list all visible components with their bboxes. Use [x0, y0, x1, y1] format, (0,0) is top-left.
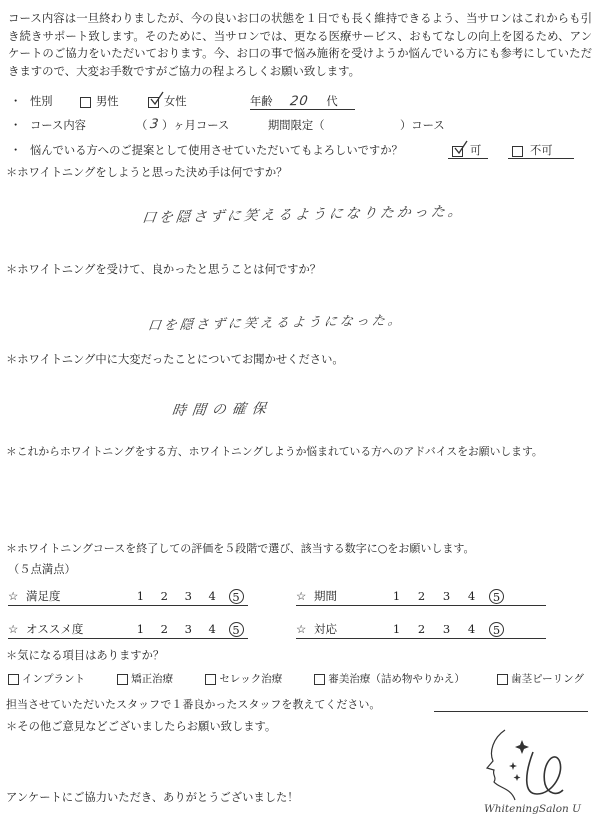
thanks-message: アンケートにご協力いただき、ありがとうございました！ — [6, 791, 299, 804]
rating-option[interactable]: 1 — [392, 588, 401, 603]
interest-options — [8, 672, 584, 686]
salon-logo-icon — [475, 728, 590, 804]
rating-option[interactable]: 5 — [489, 622, 504, 637]
salon-logo-text: WhiteningSalon U — [483, 803, 582, 815]
rating-option[interactable]: 5 — [229, 589, 244, 604]
rating-option[interactable]: 4 — [208, 621, 216, 636]
rating-service — [296, 620, 546, 639]
consent-no-label: 不可 — [530, 144, 553, 157]
consent-row — [0, 143, 600, 159]
rating-option[interactable]: 1 — [136, 588, 145, 603]
question-1: ＊ホワイトニングをしようと思った決め手は何ですか？ — [6, 166, 288, 179]
age-value: 20 — [289, 93, 310, 110]
rating-option[interactable]: 1 — [392, 621, 401, 636]
checkbox[interactable] — [314, 674, 325, 685]
star-icon: ☆ — [296, 589, 307, 603]
course-row — [0, 118, 600, 134]
check-icon — [453, 140, 468, 155]
interest-option-implant[interactable] — [8, 672, 85, 686]
bullet: ・ — [10, 144, 22, 157]
option-label: セレック治療 — [219, 673, 283, 685]
consent-yes-checkbox[interactable] — [452, 146, 463, 157]
question-4: ＊これからホワイトニングをする方、ホワイトニングしようか悩まれている方へのアドバイスをお願いします。 — [6, 445, 543, 458]
age-label: 年齢 — [250, 95, 273, 108]
bullet: ・ — [10, 119, 22, 132]
limited-label: 期間限定（ — [268, 119, 325, 132]
rating-option[interactable]: 5 — [229, 622, 244, 637]
option-label: インプラント — [22, 673, 85, 685]
checkbox[interactable] — [8, 674, 19, 685]
consent-yes-label: 可 — [470, 144, 482, 157]
rating-option[interactable]: 1 — [136, 621, 145, 636]
intro-paragraph: コース内容は一旦終わりましたが、今の良いお口の状態を１日でも長く維持できるよう、当サロンはこれからも引き続きサポート致します。そのために、当サロンでは、更なる医療サービス、おもてなしの向上を図るため、アンケートのご協力をいただいております。今、お口の事で悩み施術を受けようか悩んでいる方にも参考にしていただきますので、大変お手数ですがご協力の程よろしくお願い致します。 — [8, 11, 592, 78]
male-label: 男性 — [96, 95, 119, 108]
rating-scale-note: （５点満点） — [8, 563, 76, 576]
rating-option[interactable]: 3 — [442, 621, 451, 636]
question-3: ＊ホワイトニング中に大変だったことについてお聞かせください。 — [6, 353, 344, 366]
interest-option-gum-peeling[interactable] — [497, 672, 584, 686]
consent-question: 悩んでいる方へのご提案として使用させていただいてもよろしいですか？ — [30, 144, 403, 157]
checkbox[interactable] — [497, 674, 508, 685]
rating-option[interactable]: 2 — [160, 621, 168, 636]
rating-satisfaction — [8, 587, 248, 606]
other-question: ＊その他ご意見などございましたらお願い致します。 — [6, 720, 277, 733]
answer-1[interactable]: 口を隠さずに笑えるようになりたかった。 — [140, 203, 466, 227]
rating-label: 満足度 — [25, 589, 61, 603]
rating-option[interactable]: 4 — [467, 621, 476, 636]
profile-row — [0, 94, 600, 110]
rating-option[interactable]: 3 — [184, 588, 192, 603]
limited-suffix: ）コース — [400, 119, 445, 132]
gender-label: 性別 — [30, 95, 53, 108]
female-checkbox[interactable] — [148, 97, 159, 108]
star-icon: ☆ — [8, 622, 19, 636]
female-label: 女性 — [164, 95, 187, 108]
rating-option[interactable]: 3 — [442, 588, 451, 603]
question-2: ＊ホワイトニングを受けて、良かったと思うことは何ですか？ — [6, 263, 322, 276]
course-open-paren: （ — [136, 119, 148, 132]
interest-option-aesthetic[interactable] — [314, 672, 465, 686]
course-months-value[interactable]: 3 — [149, 116, 161, 133]
checkbox[interactable] — [205, 674, 216, 685]
option-label: 審美治療（詰め物やりかえ） — [328, 673, 465, 685]
rating-label: オススメ度 — [25, 622, 84, 636]
rating-option[interactable]: 4 — [208, 588, 216, 603]
option-label: 矯正治療 — [131, 673, 174, 685]
course-label: コース内容 — [30, 119, 86, 132]
rating-option[interactable]: 2 — [417, 588, 426, 603]
rating-period — [296, 587, 546, 606]
rating-option[interactable]: 2 — [417, 621, 426, 636]
star-icon: ☆ — [8, 589, 19, 603]
age-unit: 代 — [326, 95, 338, 108]
course-months-suffix: ）ヶ月コース — [162, 119, 230, 132]
staff-question: 担当させていただいたスタッフで１番良かったスタッフを教えてください。 — [6, 698, 381, 711]
staff-field[interactable] — [434, 711, 588, 712]
answer-2[interactable]: 口を隠さずに笑えるようになった。 — [146, 313, 405, 334]
rating-option[interactable]: 5 — [489, 589, 504, 604]
rating-label: 対応 — [313, 622, 337, 636]
star-icon: ☆ — [296, 622, 307, 636]
option-label: 歯茎ピーリング — [511, 673, 584, 685]
rating-option[interactable]: 4 — [467, 588, 476, 603]
male-checkbox[interactable] — [80, 97, 91, 108]
checkbox[interactable] — [117, 674, 128, 685]
answer-4-area[interactable] — [6, 466, 586, 532]
rating-recommend — [8, 620, 248, 639]
rating-option[interactable]: 3 — [184, 621, 192, 636]
age-field[interactable] — [250, 94, 355, 110]
bullet: ・ — [10, 95, 22, 108]
check-icon — [149, 91, 164, 106]
interest-question: ＊気になる項目はありますか？ — [6, 649, 165, 662]
rating-question: ＊ホワイトニングコースを終了しての評価を５段階で選び、該当する数字に○をお願いします。 — [6, 542, 475, 555]
consent-no-checkbox[interactable] — [512, 146, 523, 157]
interest-option-orthodontics[interactable] — [117, 672, 173, 686]
answer-3[interactable]: 時間の確保 — [170, 400, 273, 420]
rating-option[interactable]: 2 — [160, 588, 168, 603]
rating-label: 期間 — [313, 589, 337, 603]
interest-option-cerec[interactable] — [205, 672, 282, 686]
